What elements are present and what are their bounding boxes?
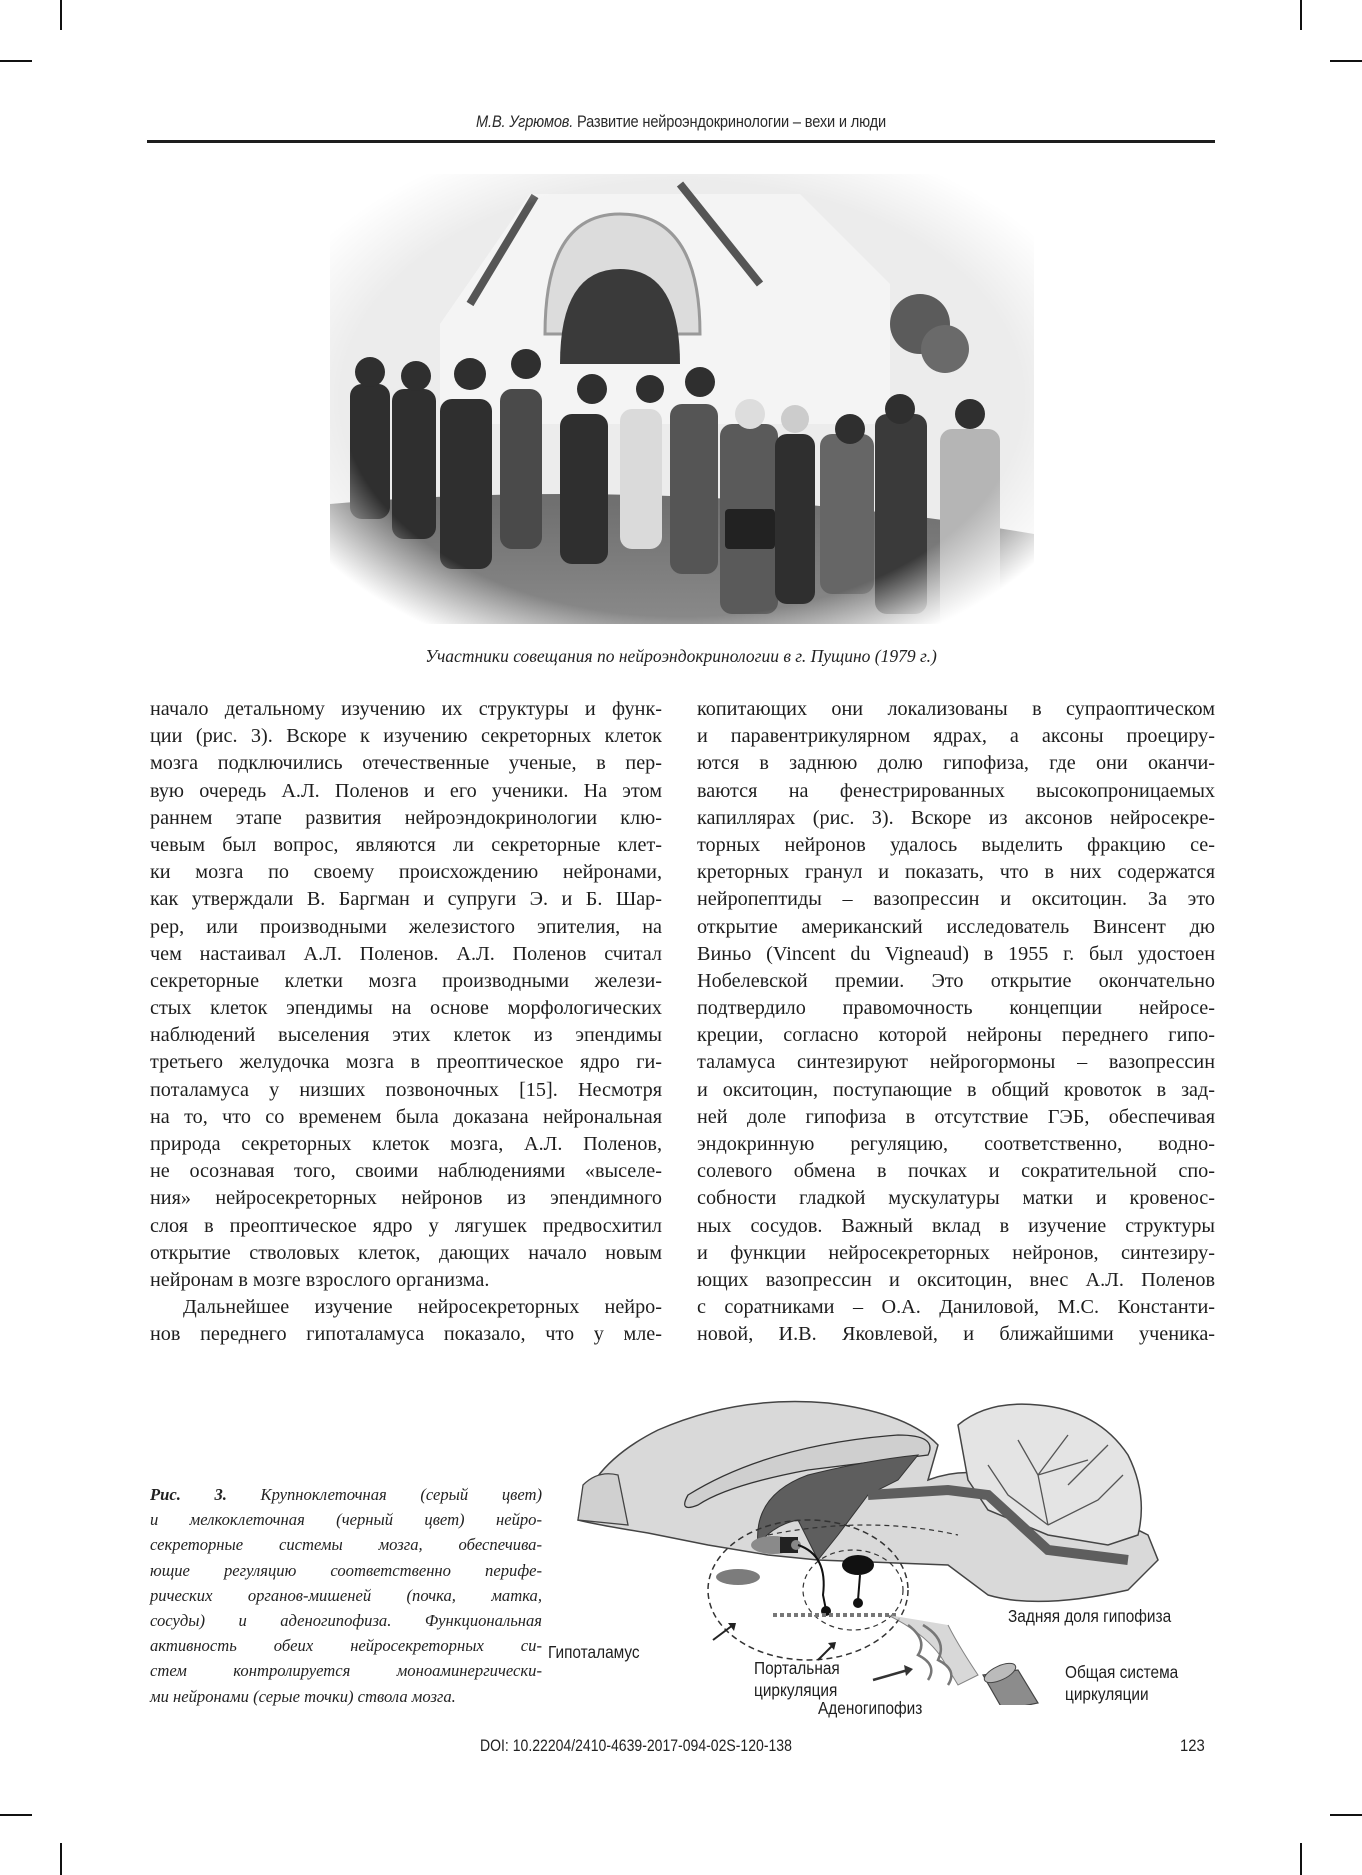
body-text-line: ции (рис. 3). Вскоре к изучению секреторных клеток [150, 725, 662, 748]
page-number: 123 [1180, 1737, 1205, 1755]
body-text-line: ющих вазопрессин и окситоцин, внес А.Л. Поленов [697, 1268, 1215, 1291]
running-head-author: М.В. Угрюмов. [476, 112, 574, 131]
crop-mark [1330, 60, 1362, 62]
footer-doi: DOI: 10.22204/2410-4639-2017-094-02S-120-138 [480, 1737, 792, 1755]
body-text-line: ния» нейросекреторных нейронов из эпендимного [150, 1187, 662, 1210]
body-text-line: и функции нейросекреторных нейронов, синтезиру- [697, 1241, 1215, 1264]
body-text-line: мозга подключились отечественные ученые, в пер- [150, 752, 662, 775]
body-text-line: открытие американский исследователь Винсент дю [697, 915, 1215, 938]
body-text-line: капиллярах (рис. 3). Вскоре из аксонов нейросекре- [697, 806, 1215, 829]
label-portal-circulation-1: Портальная [754, 1658, 840, 1678]
label-adenohypophysis: Аденогипофиз [818, 1698, 923, 1718]
crop-mark [0, 1814, 32, 1816]
body-text-line: ваются на фенестрированных высокопроницаемых [697, 779, 1215, 802]
header-rule [147, 140, 1215, 143]
body-text-line: таламуса синтезируют нейрогормоны – вазопрессин [697, 1051, 1215, 1074]
crop-mark [0, 60, 32, 62]
body-column-left [150, 696, 662, 1349]
brain-diagram [548, 1385, 1228, 1718]
body-text-line: нейропептиды – вазопрессин и окситоцин. За это [697, 888, 1215, 911]
body-text-line: секреторные клетки мозга производными желези- [150, 969, 662, 992]
body-text-line: стых клеток эпендимы на основе морфологических [150, 997, 662, 1020]
body-text-line: как утверждали В. Баргман и супруги Э. и Б. Шар- [150, 888, 662, 911]
body-text-line: слоя в преоптическое ядро у лягушек предвосхитил [150, 1214, 662, 1237]
body-text-line: с соратниками – О.А. Даниловой, М.С. Константи- [697, 1296, 1215, 1319]
body-text-line: открытие стволовых клеток, дающих начало новым [150, 1241, 662, 1264]
body-text-line: торных нейронов удалось выделить фракцию се- [697, 833, 1215, 856]
body-text-line: ются в заднюю долю гипофиза, где они оканчи- [697, 752, 1215, 775]
running-head [222, 112, 1140, 132]
body-column-right [697, 696, 1215, 1349]
body-text-line: солевого обмена в почках и сократительной спо- [697, 1160, 1215, 1183]
body-text-line: копитающих они локализованы в супраоптическом [697, 698, 1215, 720]
figure-caption-line: и мелкоклеточная (черный цвет) нейро- [150, 1510, 542, 1530]
body-text-line: чем настаивал А.Л. Поленов. А.Л. Поленов считал [150, 942, 662, 965]
figure-caption-line: ющие регуляцию соответственно перифе- [150, 1560, 542, 1580]
figure-caption-line: активность обеих нейросекреторных си- [150, 1636, 542, 1656]
body-text-line: и окситоцин, поступающие в общий кровоток в зад- [697, 1078, 1215, 1101]
figure-caption-line: сосуды) и аденогипофиза. Функциональная [150, 1611, 542, 1631]
figure-caption [150, 1482, 542, 1709]
body-text-line: рер, или производными железистого эпителия, на [150, 915, 662, 938]
pituitary-stalk [888, 1615, 978, 1685]
crop-mark [1330, 1814, 1362, 1816]
body-text-line: не осознавая того, своими наблюдениями «выселе- [150, 1160, 662, 1183]
body-text-line: раннем этапе развития нейроэндокринологии клю- [150, 806, 662, 829]
body-text-line: Виньо (Vincent du Vigneaud) в 1955 г. был удостоен [697, 942, 1215, 965]
body-text-line: нов переднего гипоталамуса показало, что у мле- [150, 1323, 662, 1346]
body-text-line: ки мозга по своему происхождению нейронами, [150, 861, 662, 884]
body-text-line: Нобелевской премии. Это открытие окончательно [697, 969, 1215, 992]
body-text-line: ней доле гипофиза в отсутствие ГЭБ, обеспечивая [697, 1105, 1215, 1128]
body-text-line: поталамуса у низших позвоночных [15]. Несмотря [150, 1078, 662, 1101]
group-photo [330, 174, 1034, 624]
label-general-circulation-2: циркуляции [1065, 1684, 1149, 1704]
body-text-line: креторных гранул и показать, что в них содержатся [697, 861, 1215, 884]
body-text-line: Дальнейшее изучение нейросекреторных нейро- [183, 1296, 662, 1319]
circulation-vessel [982, 1659, 1038, 1705]
body-text-line: чевым был вопрос, являются ли секреторные клет- [150, 833, 662, 856]
photo-caption: Участники совещания по нейроэндокринологии в г. Пущино (1979 г.) [425, 646, 937, 666]
body-text-line: и паравентрикулярном ядрах, а аксоны проециру- [697, 725, 1215, 748]
label-hypothalamus: Гипоталамус [548, 1642, 640, 1662]
label-general-circulation-1: Общая система [1065, 1662, 1179, 1682]
body-text-line: природа секреторных клеток мозга, А.Л. Поленов, [150, 1133, 662, 1155]
body-text-line: креции, согласно которой нейроны переднего гипо- [697, 1024, 1215, 1047]
parvocellular-neuron [842, 1555, 874, 1575]
body-text-line: на то, что со временем была доказана нейрональная [150, 1105, 662, 1128]
body-text-line: третьего желудочка мозга в преоптическое ядро ги- [150, 1051, 662, 1074]
crop-mark [1300, 0, 1302, 30]
crop-mark [1300, 1843, 1302, 1875]
body-text-line: эндокринную регуляцию, соответственно, водно- [697, 1133, 1215, 1155]
running-head-title: Развитие нейроэндокринологии – вехи и люди [577, 112, 886, 131]
body-text-line: подтвердило правомочность концепции нейросе- [697, 997, 1215, 1020]
figure-caption-line: ми нейронами (серые точки) ствола мозга. [150, 1686, 456, 1706]
body-text-line: вую очередь А.Л. Поленов и его ученики. На этом [150, 779, 662, 802]
crop-mark [60, 1843, 62, 1875]
crop-mark [60, 0, 62, 30]
body-text-line: новой, И.В. Яковлевой, и ближайшими ученика- [697, 1323, 1215, 1346]
body-text-line: нейронам в мозге взрослого организма. [150, 1268, 490, 1291]
body-text-line: наблюдений выселения этих клеток из эпендимы [150, 1024, 662, 1047]
figure-caption-line: стем контролируется моноаминергически- [150, 1661, 542, 1681]
label-posterior-pituitary: Задняя доля гипофиза [1008, 1606, 1172, 1626]
body-text-line: собности гладкой мускулатуры матки и кровенос- [697, 1187, 1215, 1210]
figure-label: Рис. 3. [150, 1485, 227, 1504]
label-portal-circulation-2: циркуляция [754, 1680, 838, 1700]
figure-caption-text: Крупноклеточная (серый цвет) [260, 1485, 542, 1504]
figure-caption-line [150, 1482, 542, 1507]
figure-caption-line: рических органов-мишеней (почка, матка, [150, 1585, 542, 1605]
body-text-line: ных сосудов. Важный вклад в изучение структуры [697, 1214, 1215, 1237]
figure-caption-line: секреторные системы мозга, обеспечива- [150, 1535, 542, 1555]
body-text-line: начало детальному изучению их структуры и функ- [150, 698, 662, 720]
